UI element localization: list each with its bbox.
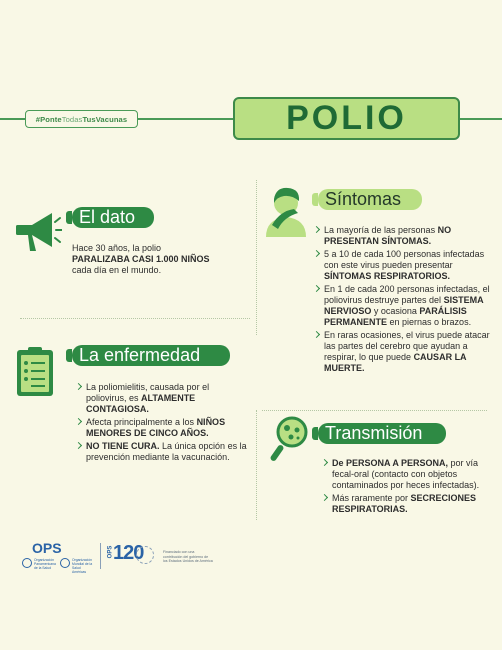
header-line-middle (138, 118, 233, 120)
enfermedad-heading: La enfermedad (72, 345, 230, 366)
globe-icon (136, 546, 154, 564)
header-line-right (460, 118, 502, 120)
transmision-list (322, 458, 494, 517)
ops-120-number: 120 (113, 542, 144, 564)
enfermedad-list (76, 382, 248, 465)
list-item: Afecta principalmente a los NIÑOS MENORES DE CINCO AÑOS. (76, 417, 248, 439)
dato-text-line-1: Hace 30 años, la polio (72, 243, 162, 253)
magnifier-virus-icon (270, 416, 310, 466)
list-item: Más raramente por SECRECIONES RESPIRATORIAS. (322, 493, 494, 515)
sick-person-icon (262, 185, 310, 237)
transmision-heading: Transmisión (318, 423, 446, 444)
ops-120-logo (104, 540, 156, 572)
list-item: La mayoría de las personas NO PRESENTAN SÍNTOMAS. (314, 225, 494, 247)
sintomas-list (314, 225, 494, 376)
footer-divider (100, 543, 101, 569)
who-emblem-icon (60, 558, 70, 568)
dato-text-line-2: PARALIZABA CASI 1.000 NIÑOS (72, 254, 210, 264)
list-item: De PERSONA A PERSONA, por vía fecal-oral (contacto con objetos contaminados por heces infectadas). (322, 458, 494, 491)
dato-text (72, 243, 252, 276)
ops-org-name: Organización Panamericana de la Salud (34, 558, 56, 570)
list-item: En 1 de cada 200 personas infectadas, el poliovirus destruye partes del SISTEMA NERVIOSO y ocasiona PARÁLISIS PERMANENTE en piernas o brazos. (314, 284, 494, 328)
hashtag-badge (25, 110, 138, 128)
list-item: La poliomielitis, causada por el poliovirus, es ALTAMENTE CONTAGIOSA. (76, 382, 248, 415)
ops-logo (22, 540, 97, 572)
paho-emblem-icon (22, 558, 32, 568)
sintomas-heading: Síntomas (318, 189, 422, 210)
hashtag-middle: Todas (61, 114, 83, 124)
page-title: POLIO (233, 97, 460, 140)
section-divider-left (20, 318, 250, 319)
header-line-left (0, 118, 25, 120)
list-item: 5 a 10 de cada 100 personas infectadas con este virus pueden presentar SÍNTOMAS RESPIRATORIOS. (314, 249, 494, 282)
oms-org-name: Organización Mundial de la Salud Américas (72, 558, 93, 574)
dato-text-line-3: cada día en el mundo. (72, 265, 162, 275)
ops-120-side: OPS (107, 545, 114, 559)
megaphone-icon (14, 207, 62, 257)
list-item: En raras ocasiones, el virus puede atacar las partes del cerebro que ayudan a respirar, lo que puede CAUSAR LA MUERTE. (314, 330, 494, 374)
hashtag-suffix: TusVacunas (82, 114, 128, 124)
column-divider-bottom (256, 410, 257, 520)
ops-logo-text: OPS (32, 540, 62, 556)
column-divider-top (256, 180, 257, 335)
funding-note: Financiado con una contribución del gobierno de los Estados Unidos de América (163, 550, 213, 563)
hashtag-prefix: #Ponte (35, 114, 62, 124)
clipboard-icon (15, 345, 55, 398)
dato-heading: El dato (72, 207, 154, 228)
list-item: NO TIENE CURA. La única opción es la prevención mediante la vacunación. (76, 441, 248, 463)
section-divider-right (262, 410, 487, 411)
